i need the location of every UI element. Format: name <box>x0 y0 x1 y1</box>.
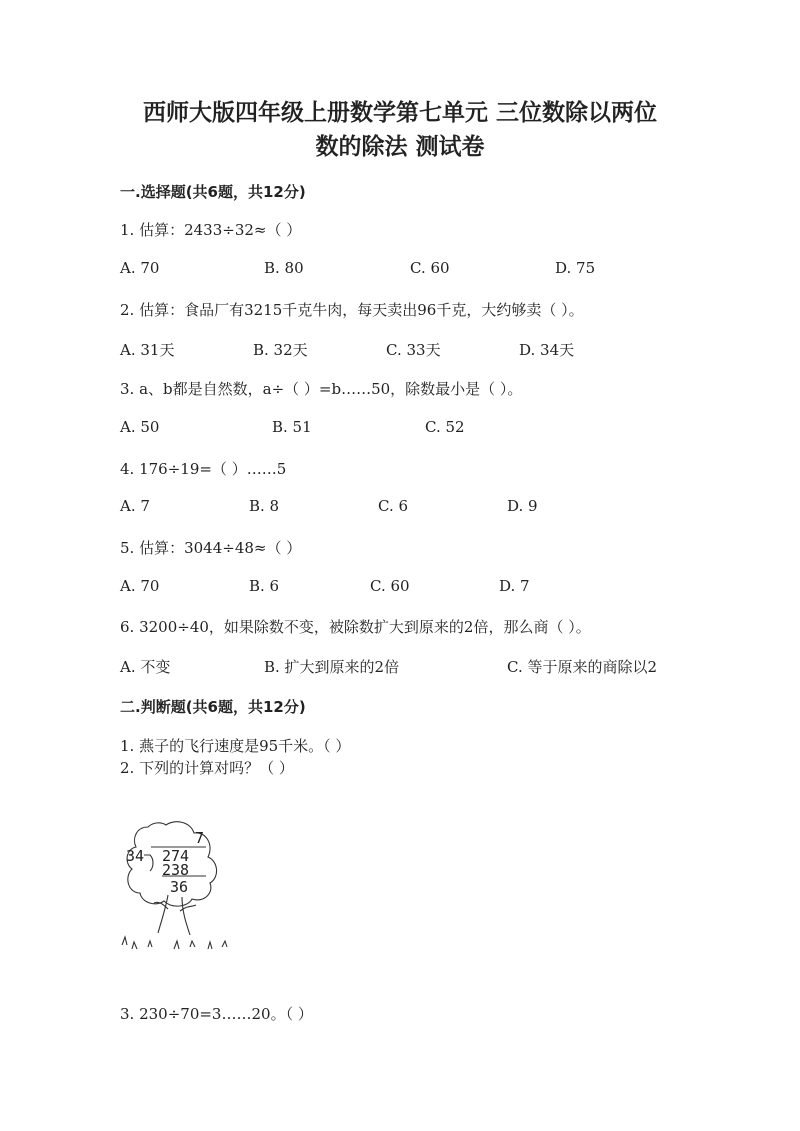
title-line-1: 西师大版四年级上册数学第七单元 三位数除以两位 <box>142 100 657 126</box>
page-title <box>0 96 800 164</box>
q3-option-c: C. 52 <box>425 418 465 436</box>
division-bracket <box>144 855 153 871</box>
q6-option-a: A. 不变 <box>120 658 171 676</box>
q5-option-b: B. 6 <box>249 577 280 595</box>
q4-option-a: A. 7 <box>120 497 150 515</box>
section-heading-judge: 二.判断题(共6题，共12分) <box>120 698 306 716</box>
q4-option-c: C. 6 <box>378 497 409 515</box>
q1-option-b: B. 80 <box>264 259 304 277</box>
q5-option-c: C. 60 <box>370 577 410 595</box>
q2-option-b: B. 32天 <box>253 341 308 359</box>
q2-option-a: A. 31天 <box>120 341 175 359</box>
question-4: 4. 176÷19=（ ）……5 <box>120 460 287 478</box>
judge-question-3: 3. 230÷70=3……20。（ ） <box>120 1005 313 1023</box>
q5-option-a: A. 70 <box>120 577 160 595</box>
question-2: 2. 估算：食品厂有3215千克牛肉，每天卖出96千克，大约够卖（ ）。 <box>120 301 584 319</box>
question-6: 6. 3200÷40，如果除数不变，被除数扩大到原来的2倍，那么商（ ）。 <box>120 618 591 636</box>
q3-option-b: B. 51 <box>272 418 312 436</box>
grass <box>122 937 227 949</box>
q2-option-d: D. 34天 <box>519 341 575 359</box>
question-1: 1. 估算：2433÷32≈（ ） <box>120 221 302 239</box>
figure-product: 238 <box>162 861 190 879</box>
judge-question-2: 2. 下列的计算对吗？（ ） <box>120 759 294 777</box>
question-5: 5. 估算：3044÷48≈（ ） <box>120 539 302 557</box>
q2-option-c: C. 33天 <box>386 341 441 359</box>
tree-trunk <box>154 895 196 935</box>
q6-option-b: B. 扩大到原来的2倍 <box>264 658 400 676</box>
q1-option-a: A. 70 <box>120 259 160 277</box>
tree-division-figure <box>118 815 238 965</box>
question-3: 3. a、b都是自然数，a÷（ ）=b……50，除数最小是（ ）。 <box>120 380 523 398</box>
judge-question-1: 1. 燕子的飞行速度是95千米。（ ） <box>120 737 351 755</box>
q4-option-b: B. 8 <box>249 497 280 515</box>
title-line-2: 数的除法 测试卷 <box>315 134 485 160</box>
q3-option-a: A. 50 <box>120 418 160 436</box>
q1-option-c: C. 60 <box>410 259 450 277</box>
figure-quotient: 7 <box>195 829 205 847</box>
figure-divisor: 34 <box>126 847 145 865</box>
q5-option-d: D. 7 <box>499 577 530 595</box>
figure-dividend: 274 <box>162 847 190 865</box>
section-heading-choice: 一.选择题(共6题，共12分) <box>120 183 306 201</box>
q1-option-d: D. 75 <box>555 259 596 277</box>
q6-option-c: C. 等于原来的商除以2 <box>507 658 658 676</box>
q4-option-d: D. 9 <box>507 497 538 515</box>
figure-remainder: 36 <box>170 878 189 896</box>
